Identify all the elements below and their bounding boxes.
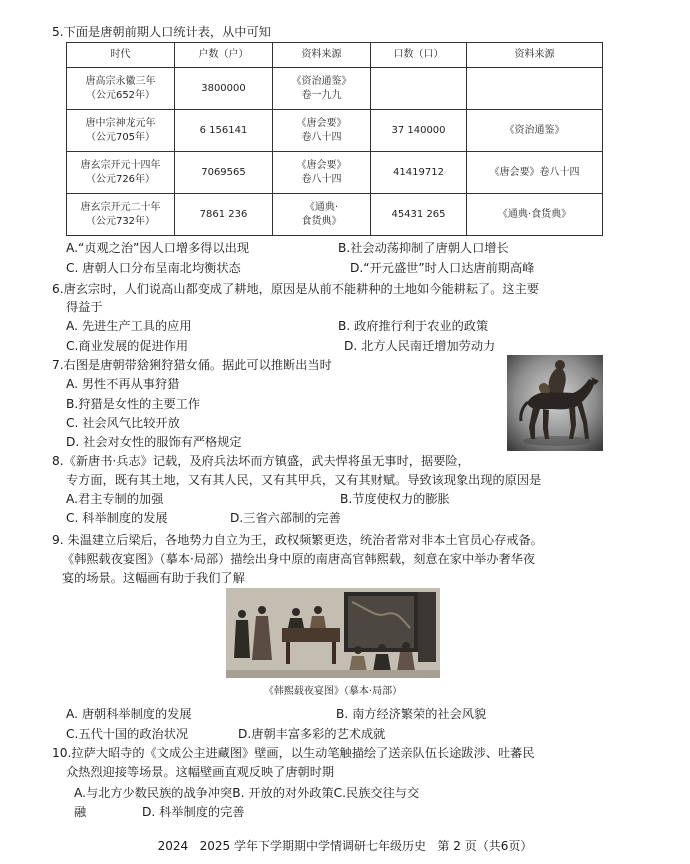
- header-source-1: 资料来源: [273, 43, 371, 68]
- cell-era: 唐玄宗开元十四年 （公元726年）: [67, 152, 175, 194]
- q7-option-d: D. 社会对女性的服饰有严格规定: [66, 435, 242, 449]
- q10-option-d: D. 科举制度的完善: [142, 805, 245, 819]
- q9-option-d: D.唐朝丰富多彩的艺术成就: [238, 727, 386, 741]
- q10-stem-line2: 众热烈迎接等场景。这幅壁画直观反映了唐朝时期: [66, 765, 335, 779]
- cell-source-1: 《通典· 食货典》: [273, 194, 371, 236]
- table-row: [67, 68, 603, 110]
- q7-stem: 7.右图是唐朝带猞猁狩猎女俑。据此可以推断出当时: [52, 358, 332, 372]
- q6-stem-line2: 得益于: [66, 300, 103, 314]
- population-table: [66, 42, 603, 236]
- q9-stem-line3: 宴的场景。这幅画有助于我们了解: [62, 571, 245, 585]
- q5-stem: 5.下面是唐朝前期人口统计表，从中可知: [52, 25, 271, 39]
- q8-option-b: B.节度使权力的膨胀: [340, 492, 450, 506]
- cell-population: [371, 68, 467, 110]
- header-population: 口数（口）: [371, 43, 467, 68]
- cell-source-2: 《资治通鉴》: [467, 110, 603, 152]
- q7-option-b: B.狩猎是女性的主要工作: [66, 397, 201, 411]
- q10-options-continued: 融: [74, 805, 87, 819]
- cell-population: 41419712: [371, 152, 467, 194]
- cell-era: 唐中宗神龙元年 （公元705年）: [67, 110, 175, 152]
- cell-source-1: 《资治通鉴》 卷一九九: [273, 68, 371, 110]
- cell-households: 7861 236: [175, 194, 273, 236]
- header-source-2: 资料来源: [467, 43, 603, 68]
- q5-option-c: C. 唐朝人口分布呈南北均衡状态: [66, 261, 241, 275]
- q10-options-abc: A.与北方少数民族的战争冲突B. 开放的对外政策C.民族交往与交: [74, 786, 420, 800]
- hunting-woman-figurine-photo: [507, 355, 603, 451]
- q9-stem-line1: 9. 朱温建立后梁后，各地势力自立为王，政权频繁更迭，统治者常对非本土官员心存戒备。: [52, 533, 543, 547]
- header-households: 户数（户）: [175, 43, 273, 68]
- q6-option-d: D. 北方人民南迁增加劳动力: [344, 339, 496, 353]
- table-row: [67, 194, 603, 236]
- q5-option-b: B.社会动荡抑制了唐朝人口增长: [338, 241, 509, 255]
- night-banquet-painting: [226, 588, 440, 678]
- cell-households: 7069565: [175, 152, 273, 194]
- cell-era: 唐玄宗开元二十年 （公元732年）: [67, 194, 175, 236]
- cell-households: 3800000: [175, 68, 273, 110]
- cell-source-2: 《通典·食货典》: [467, 194, 603, 236]
- q7-option-a: A. 男性不再从事狩猎: [66, 377, 180, 391]
- table-row: [67, 152, 603, 194]
- q8-stem-line1: 8.《新唐书·兵志》记载，及府兵法坏而方镇盛，武夫悍将虽无事时，据要险，: [52, 454, 470, 468]
- cell-source-2: 《唐会要》卷八十四: [467, 152, 603, 194]
- cell-source-2: [467, 68, 603, 110]
- q10-stem-line1: 10.拉萨大昭寺的《文成公主进藏图》壁画，以生动笔触描绘了送亲队伍长途跋涉、吐蕃民: [52, 746, 535, 760]
- table-row: [67, 110, 603, 152]
- painting-caption: 《韩熙载夜宴图》（摹本·局部）: [263, 686, 403, 697]
- q5-option-d: D.“开元盛世”时人口达唐前期高峰: [350, 261, 535, 275]
- q8-option-c: C. 科举制度的发展: [66, 511, 168, 525]
- q6-option-c: C.商业发展的促进作用: [66, 339, 189, 353]
- table-header-row: [67, 43, 603, 68]
- q7-option-c: C. 社会风气比较开放: [66, 416, 180, 430]
- page-footer: 2024 2025 学年下学期期中学情调研七年级历史 第 2 页（共6页）: [157, 839, 533, 853]
- q9-option-c: C.五代十国的政治状况: [66, 727, 189, 741]
- q8-option-d: D.三省六部制的完善: [230, 511, 341, 525]
- q6-option-a: A. 先进生产工具的应用: [66, 319, 192, 333]
- q5-option-a: A.“贞观之治”因人口增多得以出现: [66, 241, 250, 255]
- cell-source-1: 《唐会要》 卷八十四: [273, 152, 371, 194]
- header-era: 时代: [67, 43, 175, 68]
- cell-population: 37 140000: [371, 110, 467, 152]
- q9-stem-line2: 《韩熙载夜宴图》（摹本·局部）描绘出身中原的南唐高官韩熙载，刻意在家中举办奢华夜: [62, 552, 536, 566]
- q9-option-a: A. 唐朝科举制度的发展: [66, 707, 192, 721]
- q8-option-a: A.君主专制的加强: [66, 492, 164, 506]
- q8-stem-line2: 专方面，既有其土地，又有其人民，又有其甲兵，又有其财赋。导致该现象出现的原因是: [66, 473, 542, 487]
- q9-option-b: B. 南方经济繁荣的社会风貌: [336, 707, 487, 721]
- cell-population: 45431 265: [371, 194, 467, 236]
- q6-stem-line1: 6.唐玄宗时，人们说高山都变成了耕地，原因是从前不能耕种的土地如今能耕耘了。这主要: [52, 282, 539, 296]
- q6-option-b: B. 政府推行利于农业的政策: [338, 319, 489, 333]
- cell-era: 唐高宗永徽三年 （公元652年）: [67, 68, 175, 110]
- cell-households: 6 156141: [175, 110, 273, 152]
- cell-source-1: 《唐会要》 卷八十四: [273, 110, 371, 152]
